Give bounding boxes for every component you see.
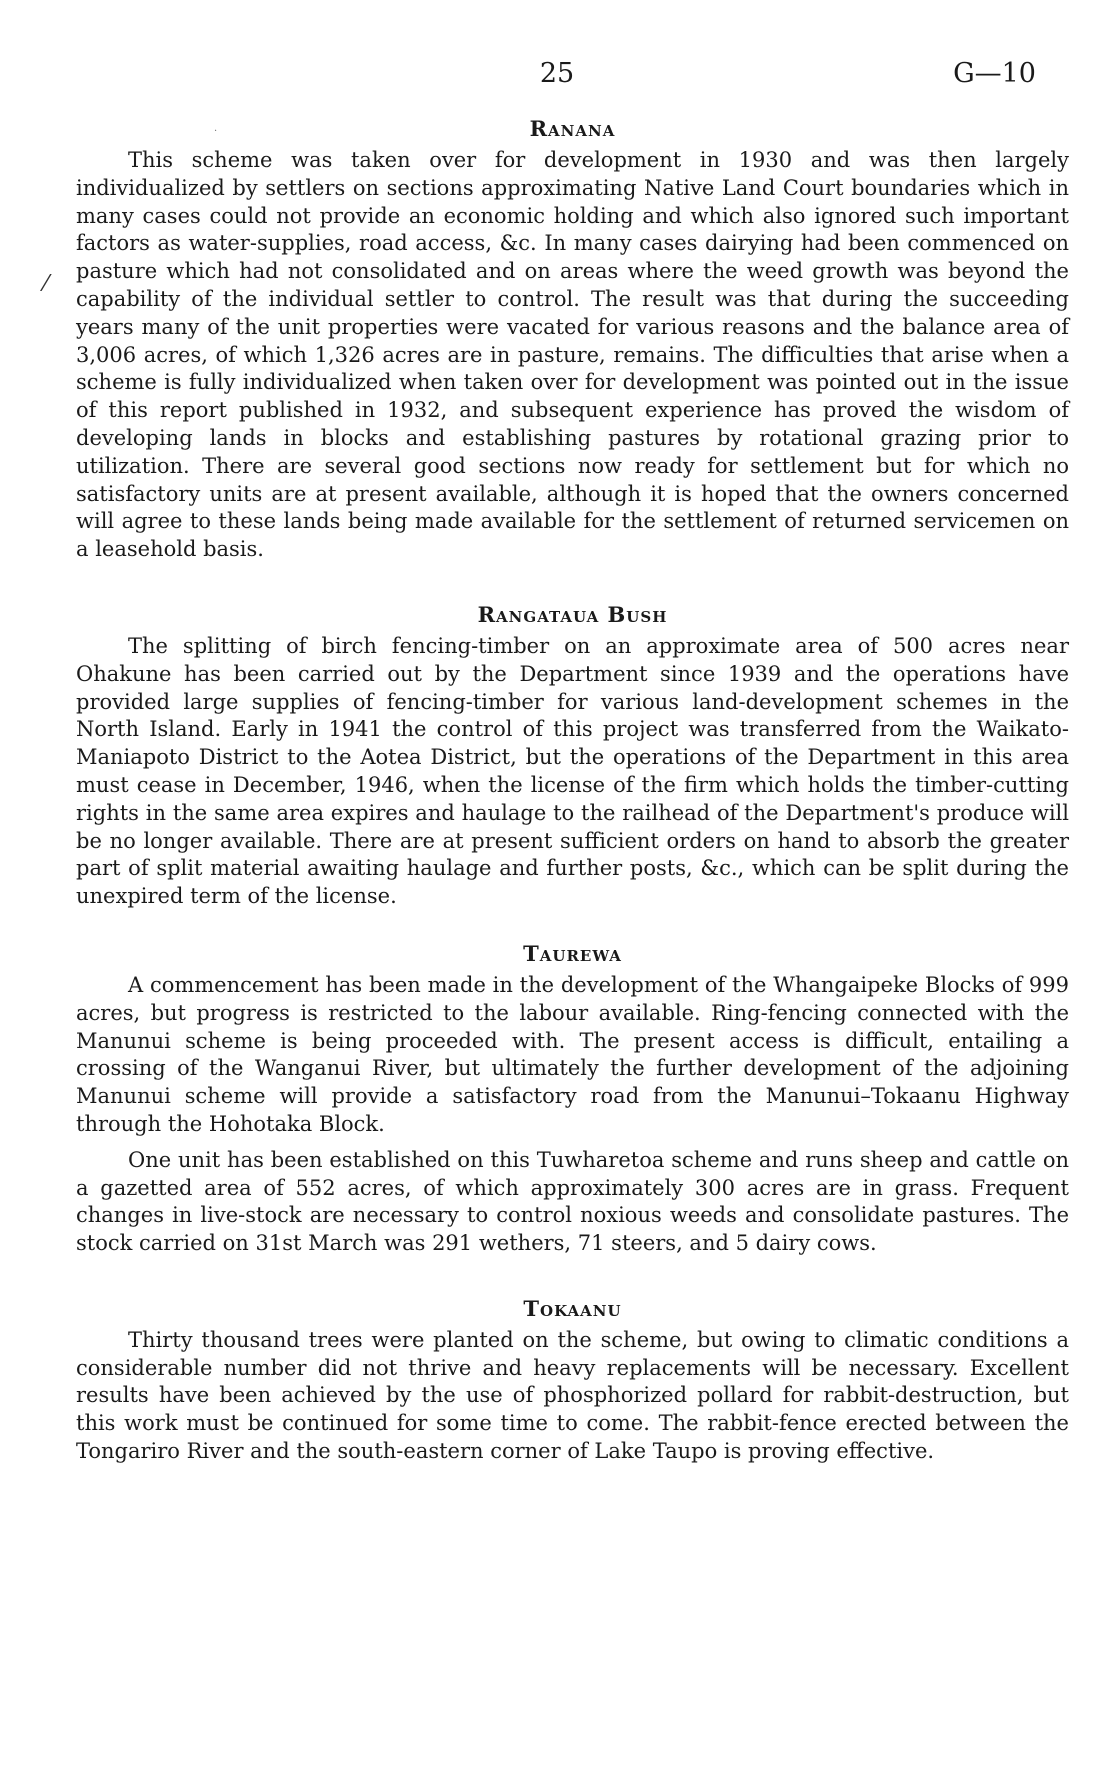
page-header (0, 58, 1114, 98)
section-heading: Rangataua Bush (477, 601, 668, 627)
paragraph: This scheme was taken over for development in 1930 and was then largely individualized by settlers on sections approximating Native Land Court boundaries which in many cases could not provide an economic holding and which also ignored such important factors as water-supplies, road access, &c. In many cases dairying had been commenced on pasture which had not consolidated and on areas where the weed growth was beyond the capability of the individual settler to control. The result was that during the succeeding years many of the unit properties were vacated for various reasons and the balance area of 3,006 acres, of which 1,326 acres are in pasture, remains. The difficulties that arise when a scheme is fully individualized when taken over for development was pointed out in the issue of this report published in 1932, and subsequent experience has proved the wisdom of developing lands in blocks and establishing pastures by rotational grazing prior to utilization. There are several good sections now ready for settlement but for which no satisfactory units are at present available, although it is hoped that the owners concerned will agree to these lands being made available for the settlement of returned servicemen on a leasehold basis. (76, 148, 1069, 562)
paragraph: One unit has been established on this Tuwharetoa scheme and runs sheep and cattle on a gazetted area of 552 acres, of which approximately 300 acres are in grass. Frequent changes in live-stock are necessary to control noxious weeds and consolidate pastures. The stock carried on 31st March was 291 wethers, 71 steers, and 5 dairy cows. (76, 1147, 1069, 1256)
paragraph: The splitting of birch fencing-timber on an approximate area of 500 acres near Ohakune has been carried out by the Department since 1939 and the operations have provided large supplies of fencing-timber for various land-development schemes in the North Island. Early in 1941 the control of this project was transferred from the Waikato-Maniapoto District to the Aotea District, but the operations of the Department in this area must cease in December, 1946, when the license of the firm which holds the timber-cutting rights in the same area expires and haulage to the railhead of the Department's produce will be no longer available. There are at present sufficient orders on hand to absorb the greater part of split material awaiting haulage and further posts, &c., which can be split during the unexpired term of the license. (76, 633, 1069, 909)
section-ranana (76, 116, 1069, 564)
paragraph: A commencement has been made in the development of the Whangaipeke Blocks of 999 acres, but progress is restricted to the labour available. Ring-fencing connected with the Manunui scheme is being proceeded with. The present access is difficult, entailing a crossing of the Wanganui River, but ultimately the further development of the adjoining Manunui scheme will provide a satisfactory road from the Manunui–Tokaanu Highway through the Hohotaka Block. (76, 972, 1069, 1136)
section-heading: Taurewa (523, 940, 622, 966)
document-reference: G—10 (953, 58, 1036, 89)
page-body (76, 116, 1069, 1466)
section-heading: Ranana (529, 116, 616, 141)
scan-speck: · (214, 126, 218, 137)
section-heading: Tokaanu (523, 1295, 622, 1321)
section-taurewa (76, 941, 1069, 1258)
paragraph: Thirty thousand trees were planted on the scheme, but owing to climatic conditions a considerable number did not thrive and heavy replacements will be necessary. Excellent results have been achieved by the use of phosphorized pollard for rabbit-destruction, but this work must be continued for some time to come. The rabbit-fence erected between the Tongariro River and the south-eastern corner of Lake Taupo is proving effective. (76, 1327, 1069, 1464)
section-rangataua-bush (76, 602, 1069, 911)
page-number: 25 (539, 58, 575, 89)
margin-pencil-mark: ⁄ (44, 272, 48, 297)
section-tokaanu (76, 1296, 1069, 1466)
